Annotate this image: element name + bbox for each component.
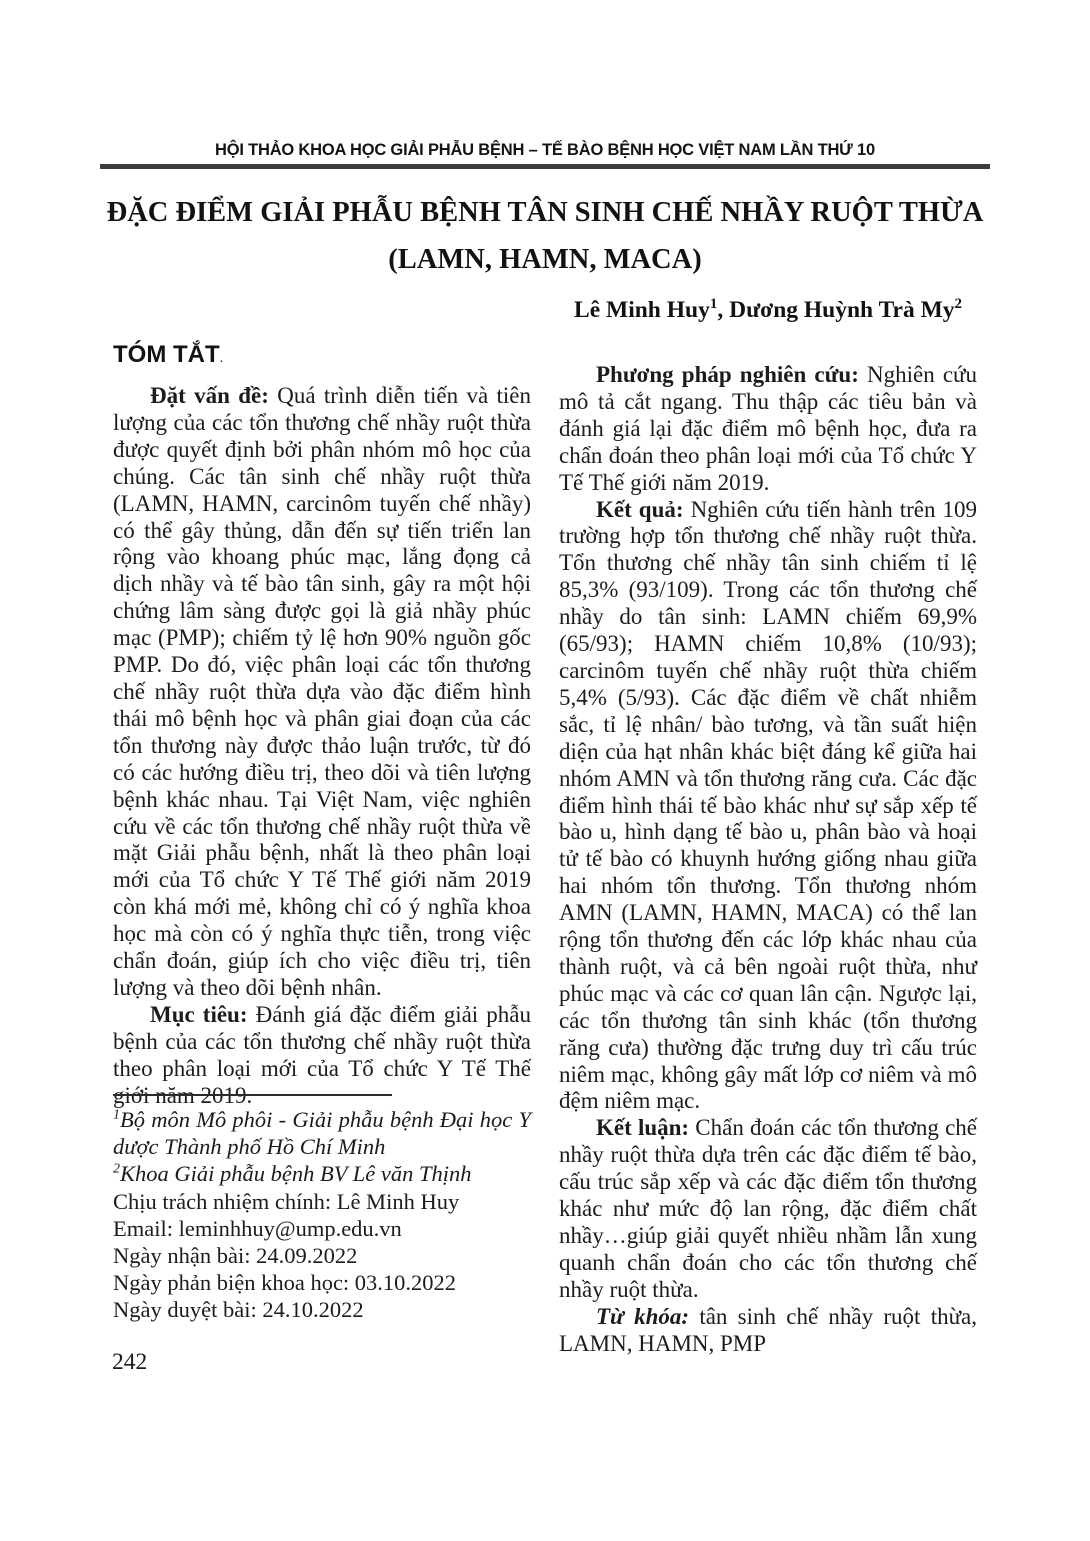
abstract-heading-text: TÓM TẮT xyxy=(113,341,220,368)
footnote-email: Email: leminhhuy@ump.edu.vn xyxy=(113,1215,402,1241)
paragraph-ket-qua xyxy=(559,497,977,1116)
running-head: HỘI THẢO KHOA HỌC GIẢI PHẪU BỆNH – TẾ BÀO BỆNH HỌC VIỆT NAM LẦN THỨ 10 xyxy=(214,141,876,159)
affiliation-1-text: Bộ môn Mô phôi - Giải phẫu bệnh Đại học Y dược Thành phố Hồ Chí Minh xyxy=(113,1107,531,1160)
paragraph-text: Nghiên cứu tiến hành trên 109 trường hợp tổn thương chế nhầy ruột thừa. Tổn thương chế nhầy tân sinh chiếm tỉ lệ 85,3% (93/109). Trong các tổn thương chế nhầy do tân sinh: LAMN chiếm 69,9% (65/93); HAMN chiếm 10,8% (10/93); carcinôm tuyến chế nhầy ruột thừa chiếm 5,4% (5/93). Các đặc điểm về chất nhiễm sắc, tỉ lệ nhân/ bào tương, và tần suất hiện diện của hạt nhân khác biệt đáng kể giữa hai nhóm AMN và tổn thương răng cưa. Các đặc điểm hình thái tế bào khác như sự sắp xếp tế bào u, hình dạng tế bào u, phân bào và hoại tử tế bào có khuynh hướng giống nhau giữa hai nhóm tổn thương. Tổn thương nhóm AMN (LAMN, HAMN, MACA) có thể lan rộng tổn thương đến các lớp khác nhau của thành ruột, và cả bên ngoài ruột thừa, như phúc mạc và các cơ quan lân cận. Ngược lại, các tổn thương tân sinh khác (tổn thương răng cưa) thường đặc trưng duy trì cấu trúc niêm mạc, không gây mất lớp cơ niêm và mô đệm niêm mạc. xyxy=(559,496,978,1114)
footnotes xyxy=(113,1106,531,1324)
affiliation-2-text: Khoa Giải phẫu bệnh BV Lê văn Thịnh xyxy=(120,1161,472,1187)
paragraph-tu-khoa xyxy=(559,1304,977,1358)
paragraph-text: Đánh giá đặc điểm giải phẫu bệnh của các tổn thương chế nhầy ruột thừa theo phân loại mới của Tổ chức Y Tế Thế giới năm 2019. xyxy=(113,1001,531,1108)
footnote-affiliation-2 xyxy=(113,1160,531,1187)
paragraph-label: Mục tiêu: xyxy=(150,1001,248,1027)
article-title-line-2: (LAMN, HAMN, MACA) xyxy=(388,244,702,275)
paragraph-label: Kết quả: xyxy=(596,496,684,522)
paragraph-label: Phương pháp nghiên cứu: xyxy=(596,362,859,387)
abstract-heading-dot: . xyxy=(219,351,224,366)
footnote-date-approved: Ngày duyệt bài: 24.10.2022 xyxy=(113,1297,364,1323)
footnote-corresponding-author: Chịu trách nhiệm chính: Lê Minh Huy xyxy=(113,1188,460,1214)
paragraph-text: Chẩn đoán các tổn thương chế nhầy ruột thừa dựa trên các đặc điểm tế bào, cấu trúc sắp xếp và các đặc điểm tổn thương khác như mức độ lan rộng, đặc điểm chất nhầy…giúp giải quyết nhiều nhầm lẫn xung quanh chẩn đoán cho các tổn thương chế nhầy ruột thừa. xyxy=(559,1115,977,1302)
keywords-label: Từ khóa: xyxy=(596,1303,690,1329)
paragraph-ket-luan xyxy=(559,1115,977,1303)
right-column xyxy=(559,340,977,1358)
affiliation-2-marker: 2 xyxy=(113,1161,120,1177)
paragraph-text: Nghiên cứu mô tả cắt ngang. Thu thập các tiêu bản và đánh giá lại đặc điểm mô bệnh học, đưa ra chẩn đoán theo phân loại mới của Tổ chức Y Tế Thế giới năm 2019. xyxy=(559,362,977,495)
footnote-date-reviewed: Ngày phản biện khoa học: 03.10.2022 xyxy=(113,1270,457,1296)
paragraph-text: Quá trình diễn tiến và tiên lượng của các tổn thương chế nhầy ruột thừa được quyết định bởi phân nhóm mô học của chúng. Các tân sinh chế nhầy ruột thừa (LAMN, HAMN, carcinôm tuyến chế nhầy) có thể gây thủng, dẫn đến sự tiến triển lan rộng vào khoang phúc mạc, lắng đọng cả dịch nhầy và tế bào tân sinh, gây ra một hội chứng lâm sàng được gọi là giả nhầy phúc mạc (PMP); chiếm tỷ lệ hơn 90% nguồn gốc PMP. Do đó, việc phân loại các tổn thương chế nhầy ruột thừa dựa vào đặc điểm hình thái mô bệnh học và phân giai đoạn của các tổn thương này được thảo luận trước, từ đó có các hướng điều trị, theo dõi và tiên lượng bệnh khác nhau. Tại Việt Nam, việc nghiên cứu về các tổn thương chế nhầy ruột thừa về mặt Giải phẫu bệnh, nhất là theo phân loại mới của Tổ chức Y Tế Thế giới năm 2019 còn khá mới mẻ, không chỉ có ý nghĩa khoa học mà còn có ý nghĩa thực tiễn, trong việc chẩn đoán, giúp ích cho việc điều trị, tiên lượng và theo dõi bệnh nhân. xyxy=(113,383,531,1000)
authors-separator: , xyxy=(717,297,730,323)
article-title xyxy=(65,189,1025,283)
page-number: 242 xyxy=(112,1349,148,1375)
keywords-text: tân sinh chế nhầy ruột thừa, LAMN, HAMN, PMP xyxy=(559,1303,978,1356)
author-2-affiliation-ref: 2 xyxy=(954,296,962,313)
article-title-line-1: ĐẶC ĐIỂM GIẢI PHẪU BỆNH TÂN SINH CHẾ NHẦY RUỘT THỪA xyxy=(106,197,984,228)
author-2-name: Dương Huỳnh Trà My xyxy=(729,297,955,323)
paragraph-phuong-phap xyxy=(559,362,977,497)
affiliation-1-marker: 1 xyxy=(113,1107,120,1123)
header-rule xyxy=(100,164,990,169)
paragraph-label: Đặt vấn đề: xyxy=(150,383,269,408)
paragraph-dat-van-de xyxy=(113,383,531,1002)
paragraph-label: Kết luận: xyxy=(596,1115,690,1141)
author-1-name: Lê Minh Huy xyxy=(574,297,710,323)
abstract-heading xyxy=(113,340,531,374)
footnote-separator xyxy=(113,1094,392,1096)
footnote-date-received: Ngày nhận bài: 24.09.2022 xyxy=(113,1243,358,1269)
footnote-affiliation-1 xyxy=(113,1106,531,1160)
authors-line xyxy=(0,297,962,324)
footnote-block xyxy=(113,1094,531,1324)
author-1-affiliation-ref: 1 xyxy=(709,296,718,313)
